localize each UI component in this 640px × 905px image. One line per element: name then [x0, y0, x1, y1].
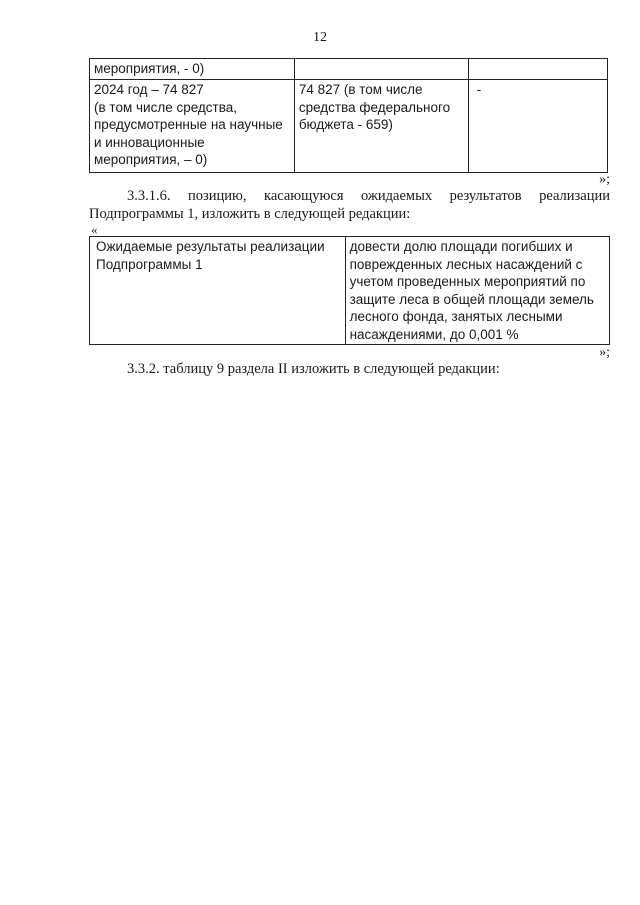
cell-line: довести долю площади погибших и — [349, 239, 573, 254]
table-cell-label — [90, 237, 346, 345]
opening-quote: « — [91, 222, 98, 237]
table-row — [90, 237, 610, 345]
expected-results-table — [89, 236, 610, 345]
paragraph-3-3-2: 3.3.2. таблицу 9 раздела II изложить в следующей редакции: — [127, 361, 500, 377]
cell-line: мероприятия, – 0) — [94, 152, 208, 167]
paragraph-line: 3.3.1.6. позицию, касающуюся ожидаемых результатов реализации — [127, 188, 610, 204]
closing-quote: »; — [599, 345, 610, 360]
paragraph-3-3-1-6 — [89, 187, 610, 223]
table-row — [90, 80, 608, 173]
cell-line: и инновационные — [94, 134, 205, 150]
page-number: 12 — [313, 30, 327, 45]
cell-line: бюджета - 659) — [298, 117, 393, 132]
table-cell: - — [468, 80, 607, 173]
cell-line: защите леса в общей площади земель — [349, 291, 594, 307]
cell-line: лесного фонда, занятых лесными — [349, 309, 563, 324]
cell-line: предусмотренные на научные — [94, 117, 283, 132]
cell-line: Подпрограммы 1 — [96, 256, 203, 272]
cell-line: учетом проведенных мероприятий по — [349, 274, 586, 289]
table-cell — [294, 59, 468, 80]
table-row — [90, 59, 608, 80]
cell-line: 2024 год – 74 827 — [94, 82, 204, 97]
cell-line: насаждениями, до 0,001 % — [349, 326, 519, 342]
cell-line: (в том числе средства, — [94, 99, 238, 115]
table-cell-value — [345, 237, 609, 345]
table-cell — [90, 80, 295, 173]
closing-quote: »; — [599, 172, 610, 187]
cell-line: поврежденных лесных насаждений с — [349, 256, 583, 272]
cell-line: Ожидаемые результаты реализации — [96, 239, 325, 254]
table-cell — [294, 80, 468, 173]
table-cell — [468, 59, 607, 80]
cell-line: средства федерального — [298, 99, 451, 115]
paragraph-line: Подпрограммы 1, изложить в следующей редакции: — [89, 206, 411, 222]
cell-line: 74 827 (в том числе — [298, 82, 423, 97]
funding-table — [89, 58, 608, 173]
table-cell: мероприятия, - 0) — [90, 59, 295, 80]
